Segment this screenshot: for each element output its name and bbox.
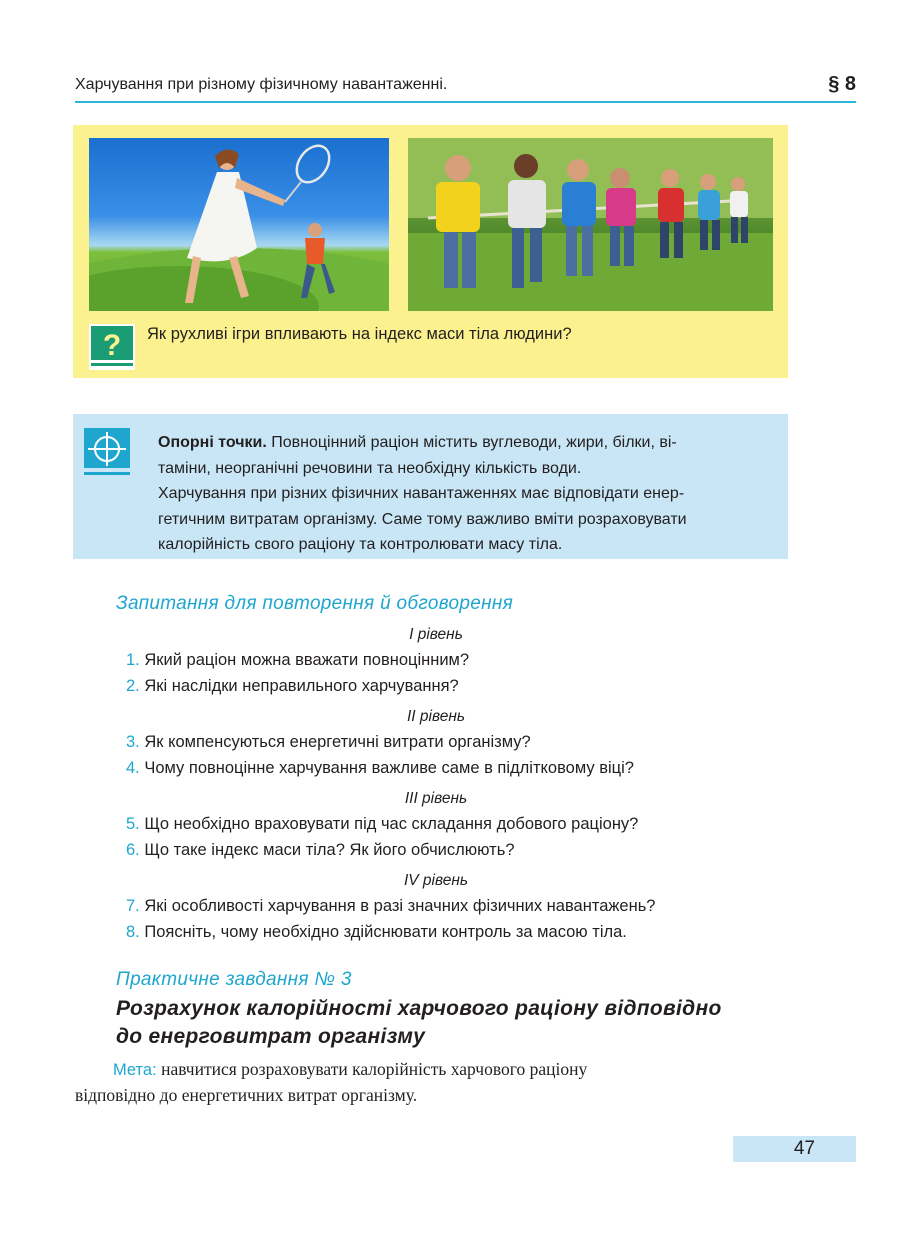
page-number: 47 [793, 1138, 815, 1159]
key-points-line: Харчування при різних фізичних навантаженнях має відповідати енер- [158, 485, 685, 502]
key-points-line: таміни, неорганічні речовини та необхідну кількість води. [158, 459, 582, 477]
section-number: § 8 [828, 73, 856, 95]
goal-line: відповідно до енергетичних витрат організму. [75, 1085, 418, 1105]
question-item: 7. Які особливості харчування в разі значних фізичних навантажень? [126, 897, 656, 915]
question-item: 2. Які наслідки неправильного харчування? [126, 677, 459, 695]
running-header: Харчування при різному фізичному навантаженні. [75, 76, 448, 93]
badminton-photo [89, 138, 389, 311]
question-item: 8. Поясніть, чому необхідно здійснювати контроль за масою тіла. [126, 923, 627, 941]
target-crosshair-icon [84, 428, 130, 478]
level-label: III рівень [404, 790, 468, 807]
discussion-question: Як рухливі ігри впливають на індекс маси тіла людини? [147, 325, 572, 343]
level-label: II рівень [406, 708, 466, 725]
question-mark-icon [89, 324, 135, 370]
question-item: 3. Як компенсуються енергетичні витрати організму? [126, 733, 531, 751]
key-points-text [158, 430, 778, 558]
practical-task-heading: Практичне завдання № 3 [116, 969, 352, 990]
tug-of-war-illustration [408, 138, 773, 311]
header-divider [75, 101, 856, 103]
practical-task-title: Розрахунок калорійності харчового раціону відповідно до енерговитрат організму [116, 997, 722, 1048]
question-item: 4. Чому повноцінне харчування важливе саме в підлітковому віці? [126, 759, 634, 777]
level-label: I рівень [409, 626, 463, 643]
key-points-line: Опорні точки. Повноцінний раціон містить вуглеводи, жири, білки, ві- [158, 434, 677, 451]
question-item: 5. Що необхідно враховувати під час складання добового раціону? [126, 815, 639, 833]
key-points-line: калорійність свого раціону та контролювати масу тіла. [158, 536, 563, 553]
level-label: IV рівень [403, 872, 469, 889]
question-item: 6. Що таке індекс маси тіла? Як його обчислюють? [126, 841, 515, 859]
key-points-line: гетичним витратам організму. Саме тому важливо вміти розраховувати [158, 510, 687, 528]
practical-task-goal [75, 1057, 788, 1108]
goal-line: Мета: навчитися розраховувати калорійність харчового раціону [113, 1059, 588, 1079]
review-questions-heading: Запитання для повторення й обговорення [116, 593, 514, 614]
question-item: 1. Який раціон можна вважати повноцінним? [126, 651, 470, 669]
svg-text:?: ? [102, 329, 122, 362]
key-points-label: Опорні точки. [158, 434, 267, 451]
goal-label: Мета: [113, 1061, 157, 1079]
badminton-illustration [89, 138, 389, 311]
tug-of-war-photo [408, 138, 773, 311]
